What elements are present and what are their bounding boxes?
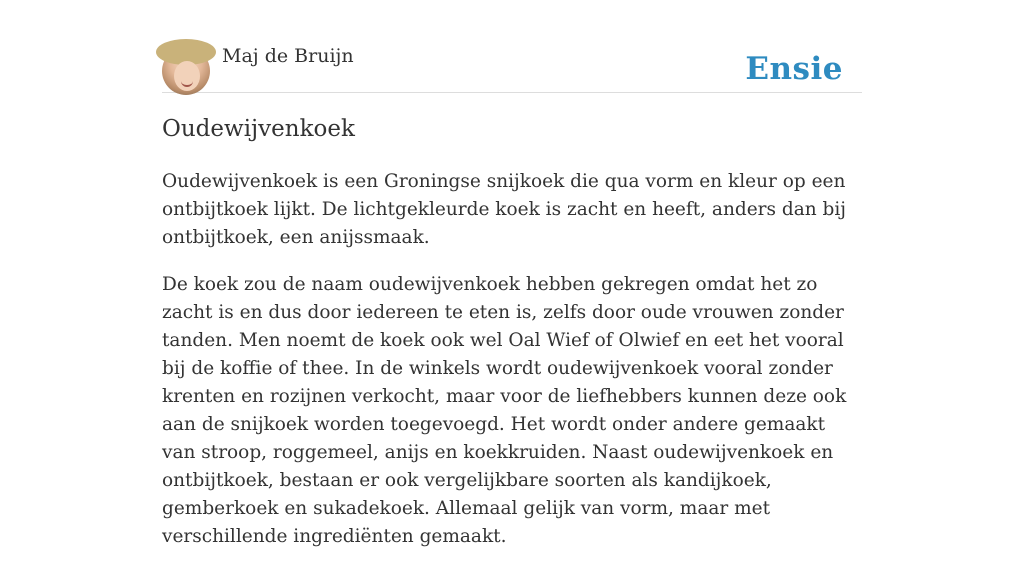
header [162,0,862,93]
page-container [162,0,862,547]
article-paragraph: De koek zou de naam oudewijvenkoek hebben gekregen omdat het zo zacht is en dus door iedereen te eten is, zelfs door oude vrouwen zonder tanden. Men noemt de koek ook wel Oal Wief of Olwief en eet het vooral bij de koffie of thee. In de winkels wordt oudewijvenkoek vooral zonder krenten en rozijnen verkocht, maar voor de liefhebbers kunnen deze ook aan de snijkoek worden toegevoegd. Het wordt onder andere gemaakt van stroop, roggemeel, anijs en koekkruiden. Naast oudewijvenkoek en ontbijtkoek, bestaan er ook vergelijkbare soorten als kandijkoek, gemberkoek en sukadekoek. Allemaal gelijk van vorm, maar met verschillende ingrediënten gemaakt. [162,274,847,547]
article-paragraph: Oudewijvenkoek is een Groningse snijkoek die qua vorm en kleur op een ontbijtkoek lijkt. De lichtgekleurde koek is zacht en heeft, anders dan bij ontbijtkoek, een anijssmaak. [162,171,847,248]
article-body [162,168,862,570]
author-name[interactable]: Maj de Bruijn [222,45,354,67]
brand-logo[interactable]: Ensie [745,51,843,87]
author-avatar[interactable] [162,47,210,95]
article-title: Oudewijvenkoek [162,116,355,142]
